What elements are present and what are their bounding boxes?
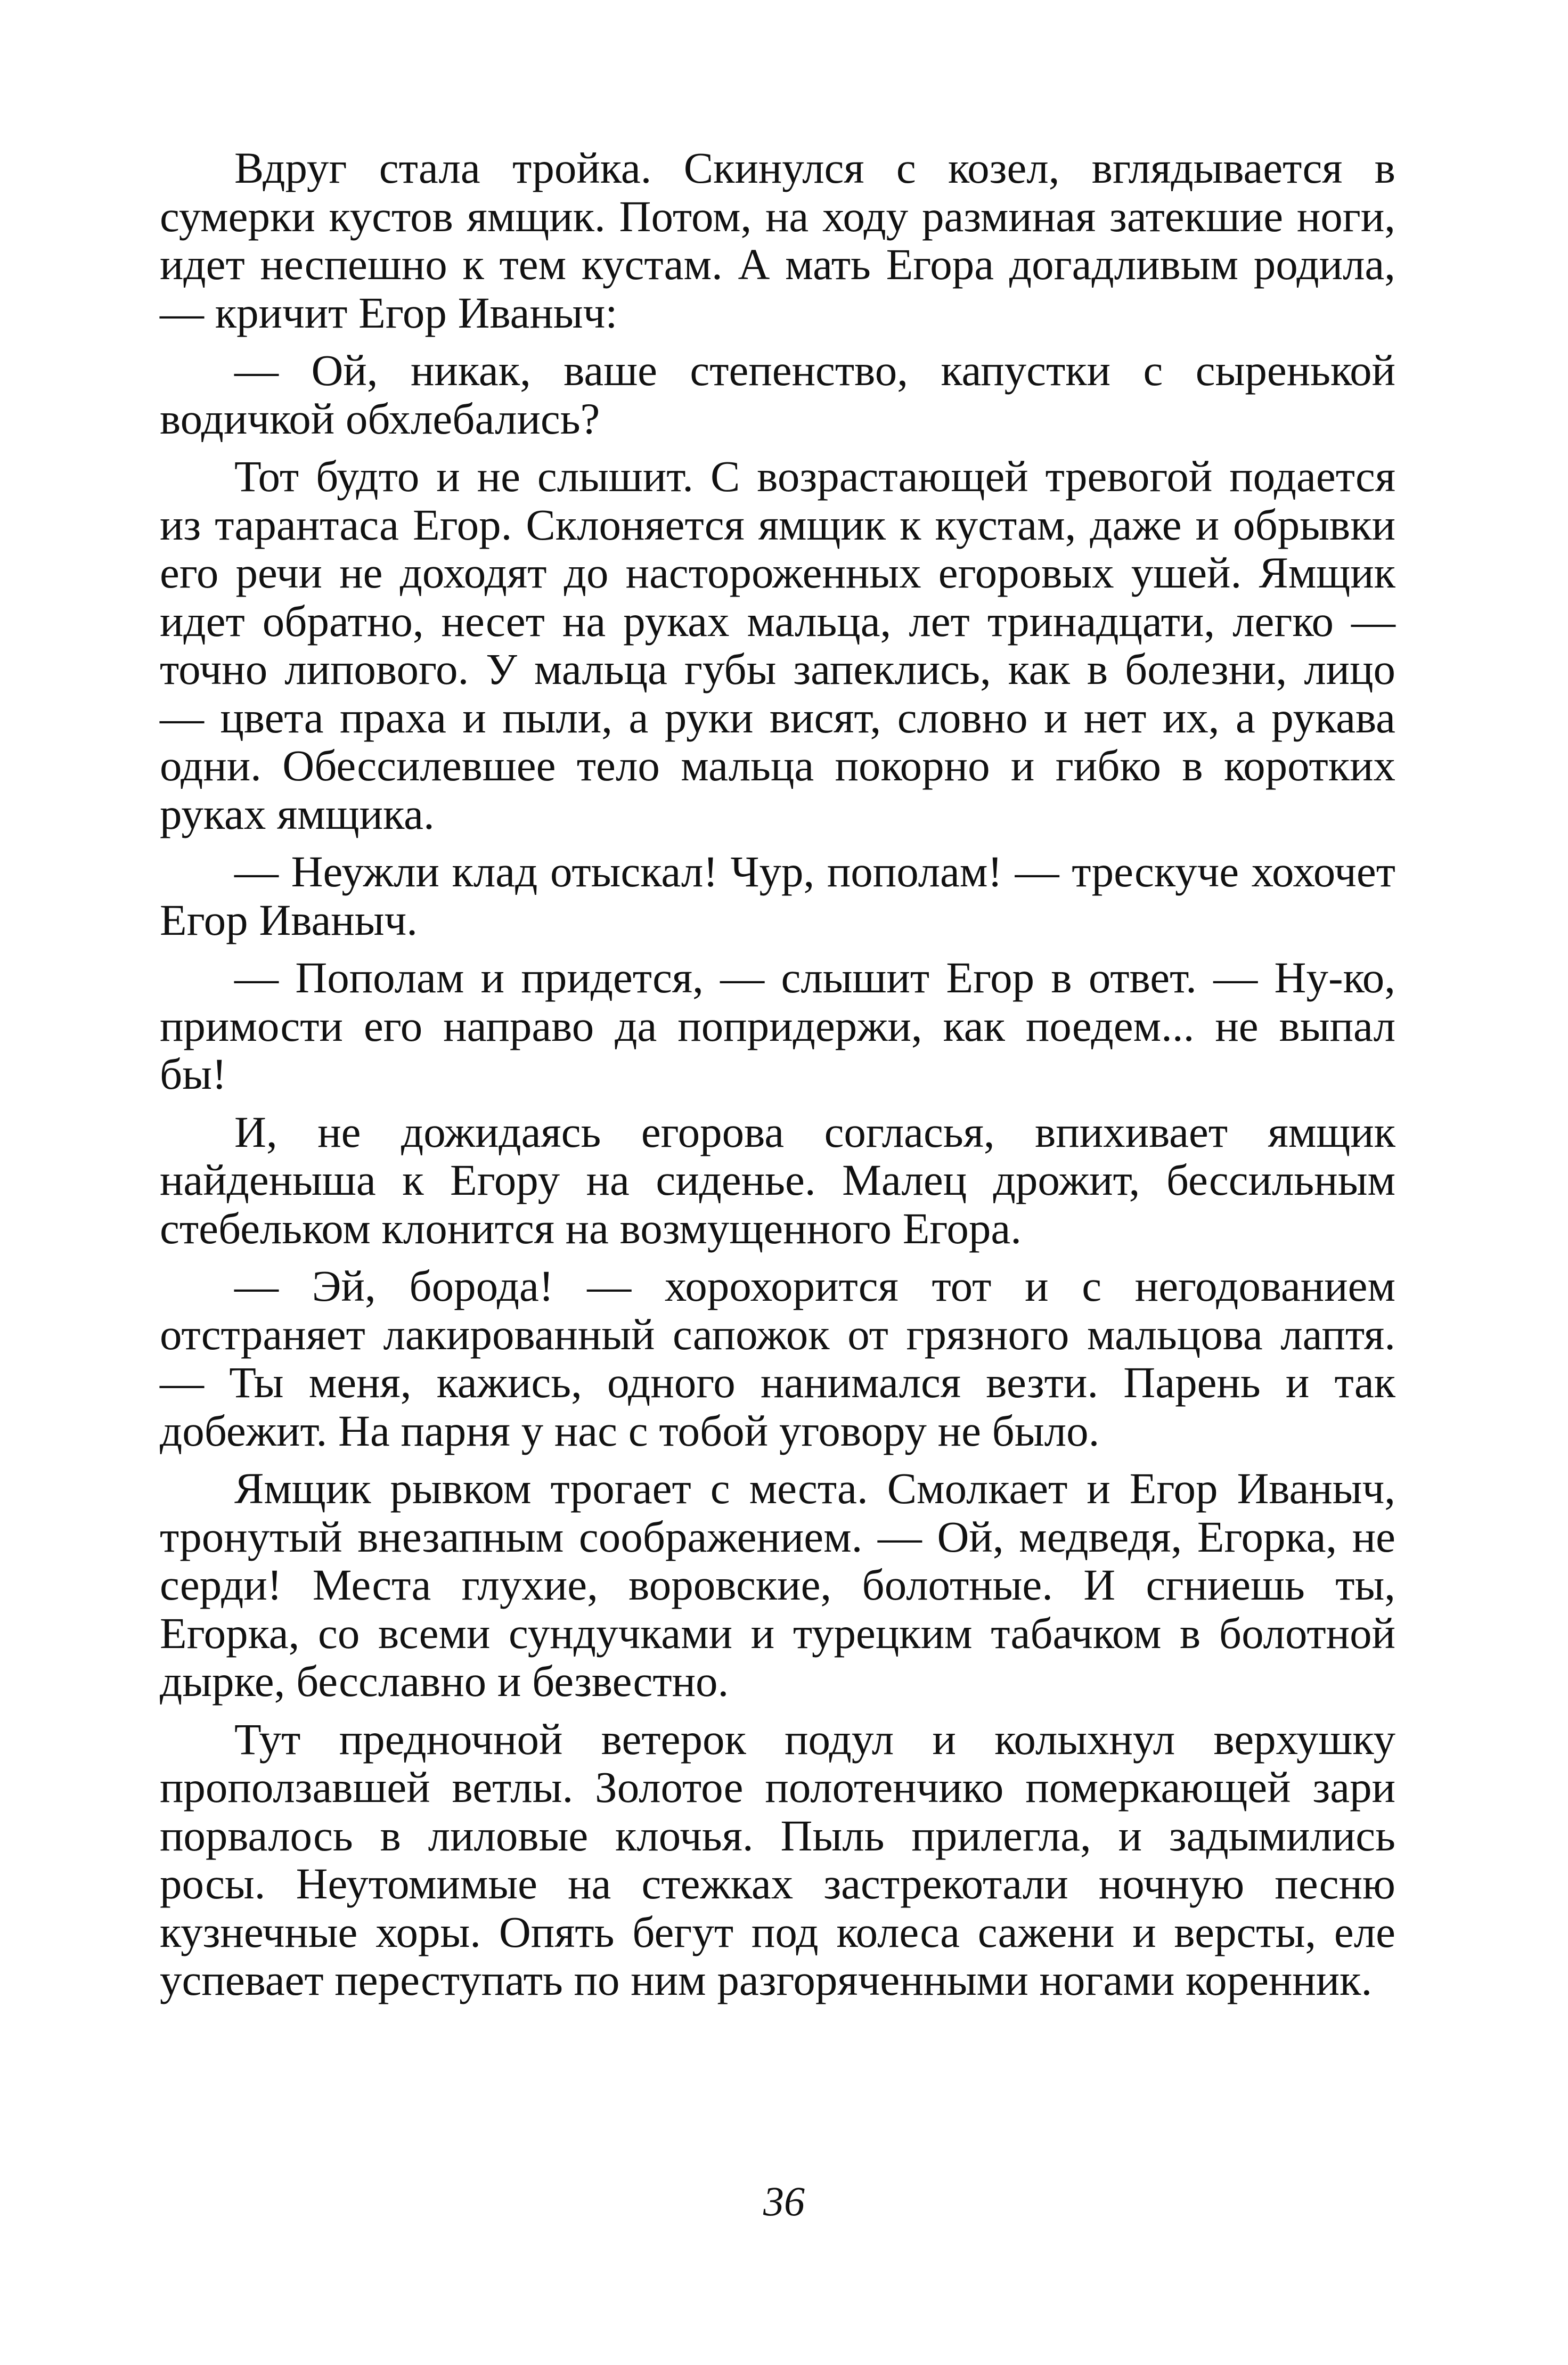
paragraph: Вдруг стала тройка. Скинулся с козел, вглядывается в сумерки кустов ямщик. Потом, на ходу разминая затекшие ноги, идет неспешно к тем кустам. А мать Егора догадливым родила, — кричит Егор Иваныч: [160, 143, 1395, 337]
paragraph: Тут предночной ветерок подул и колыхнул верхушку проползавшей ветлы. Золотое полотенчико померкающей зари порвалось в лиловые клочья. Пыль прилегла, и задымились росы. Неутомимые на стежках застрекотали ночную песню кузнечные хоры. Опять бегут под колеса сажени и версты, еле успевает переступать по ним разгоряченными ногами коренник. [160, 1714, 1395, 2004]
paragraph: Тот будто и не слышит. С возрастающей тревогой подается из тарантаса Егор. Склоняется ямщик к кустам, даже и обрывки его речи не доходят до настороженных егоровых ушей. Ямщик идет обратно, несет на руках мальца, лет тринадцати, легко — точно липового. У мальца губы запеклись, как в болезни, лицо — цвета праха и пыли, а руки висят, словно и нет их, а рукава одни. Обессилевшее тело мальца покорно и гибко в коротких руках ямщика. [160, 452, 1395, 838]
page-number: 36 [763, 2178, 805, 2224]
paragraph: — Ой, никак, ваше степенство, капустки с сыренькой водичкой обхлебались? [160, 346, 1395, 443]
paragraph: — Эй, борода! — хорохорится тот и с негодованием отстраняет лакированный сапожок от грязного мальцова лаптя. — Ты меня, кажись, одного нанимался везти. Парень и так добежит. На парня у нас с тобой уговору не было. [160, 1261, 1395, 1455]
paragraph: Ямщик рывком трогает с места. Смолкает и Егор Иваныч, тронутый внезапным соображением. — Ой, медведя, Егорка, не серди! Места глухие, воровские, болотные. И сгниешь ты, Егорка, со всеми сундучками и турецким табачком в болотной дырке, бесславно и безвестно. [160, 1464, 1395, 1706]
paragraph: И, не дожидаясь егорова согласья, впихивает ямщик найденыша к Егору на сиденье. Малец дрожит, бессильным стебельком клонится на возмущенного Егора. [160, 1107, 1395, 1253]
paragraph: — Пополам и придется, — слышит Егор в ответ. — Ну-ко, примости его направо да попридержи, как поедем... не выпал бы! [160, 953, 1395, 1098]
paragraph: — Неужли клад отыскал! Чур, пополам! — трескуче хохочет Егор Иваныч. [160, 847, 1395, 944]
page-text [160, 144, 1395, 2014]
